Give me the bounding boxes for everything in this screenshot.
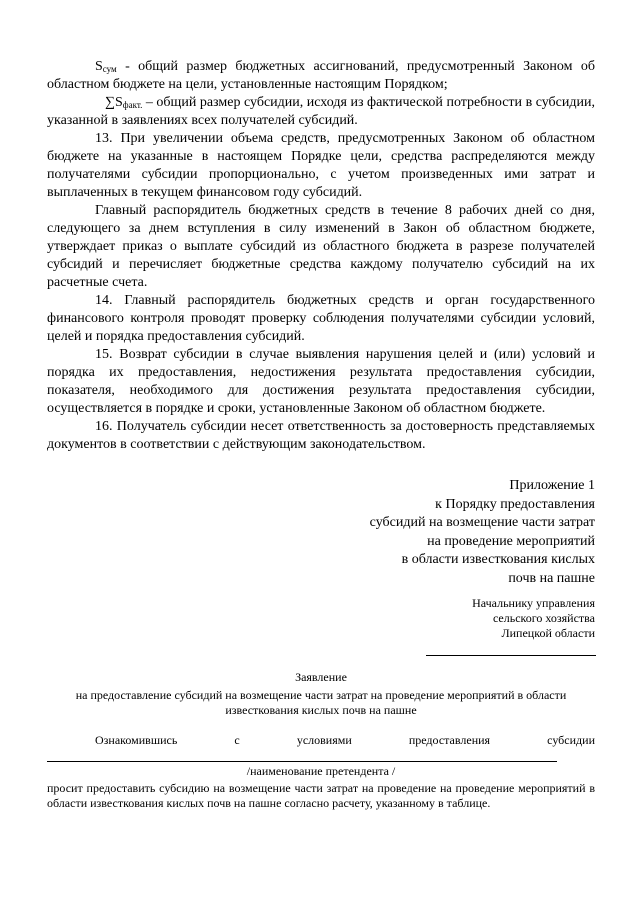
symbol-s: S <box>95 59 103 74</box>
paragraph-text: - общий размер бюджетных ассигнований, предусмотренный Законом об областном бюджете на цели, установленные настоящим Порядком; <box>47 59 595 92</box>
appendix-line: в области известкования кислых <box>401 552 595 567</box>
acquainted-line <box>47 733 595 748</box>
applicant-name-line <box>47 761 557 762</box>
paragraph-13: 13. При увеличении объема средств, предусмотренных Законом об областном бюджете на указанные в настоящем Порядке цели, средства распределяются между получателями субсидии пропорционально, с учетом произведенных ими затрат и выплаченных в текущем финансовом году субсидий. <box>47 131 595 200</box>
paragraph-s-sum <box>47 58 595 94</box>
paragraph-16: 16. Получатель субсидии несет ответственность за достоверность представляемых документов в соответствии с действующим законодательством. <box>47 419 595 452</box>
acq-word: с <box>234 733 240 747</box>
symbol-subscript: факт. <box>122 100 143 110</box>
appendix-line: Приложение 1 <box>509 478 595 493</box>
statement-subtitle: на предоставление субсидий на возмещение части затрат на проведение мероприятий в области известкования кислых почв на пашне <box>75 688 567 717</box>
appendix-line: субсидий на возмещение части затрат <box>369 515 595 530</box>
appendix-line: на проведение мероприятий <box>427 533 595 549</box>
acq-word: предоставления <box>408 733 491 747</box>
paragraph-15: 15. Возврат субсидии в случае выявления нарушения целей и (или) условий и порядка их предоставления, недостижения результата предоставления субсидии, показателя, необходимого для достижения результата предоставления субсидии, осуществляется в порядке и сроки, установленные Законом об областном бюджете. <box>47 347 595 416</box>
appendix-line: к Порядку предоставления <box>435 496 595 512</box>
main-text <box>47 58 595 454</box>
acq-word: условиями <box>296 733 352 747</box>
addressee-line: сельского хозяйства <box>492 611 595 625</box>
acq-word: субсидии <box>547 733 595 747</box>
request-text: просит предоставить субсидию на возмещение части затрат на проведение на проведение мероприятий в области известкования кислых почв на пашне согласно расчету, указанному в таблице. <box>47 781 595 810</box>
appendix-header <box>275 477 595 588</box>
applicant-name-label: /наименование претендента / <box>246 764 396 778</box>
appendix-line: почв на пашне <box>508 570 595 586</box>
paragraph-sum-s-fact <box>47 94 595 130</box>
acq-word: Ознакомившись <box>95 733 178 747</box>
symbol-subscript: сум <box>102 64 117 74</box>
paragraph-13-continued: Главный распорядитель бюджетных средств в течение 8 рабочих дней со дня, следующего за днем вступления в силу изменений в Закон об областном бюджете, утверждает приказ о выплате субсидий из областного бюджета в разрезе получателей субсидий и перечисляет бюджетные средства каждому получателю субсидий на их расчетные счета. <box>47 203 595 290</box>
addressee-line: Начальнику управления <box>472 596 595 610</box>
symbol-sum-s: ∑S <box>105 95 123 110</box>
addressee-signature-line <box>426 655 596 656</box>
addressee-line: Липецкой области <box>501 626 595 640</box>
paragraph-text: – общий размер субсидии, исходя из фактической потребности в субсидии, указанной в заявлениях всех получателей субсидий. <box>47 95 595 128</box>
paragraph-14: 14. Главный распорядитель бюджетных средств и орган государственного финансового контроля проводят проверку соблюдения получателями субсидии условий, целей и порядка предоставления субсидий. <box>47 293 595 344</box>
statement-title: Заявление <box>295 670 347 684</box>
addressee-block <box>295 596 595 641</box>
